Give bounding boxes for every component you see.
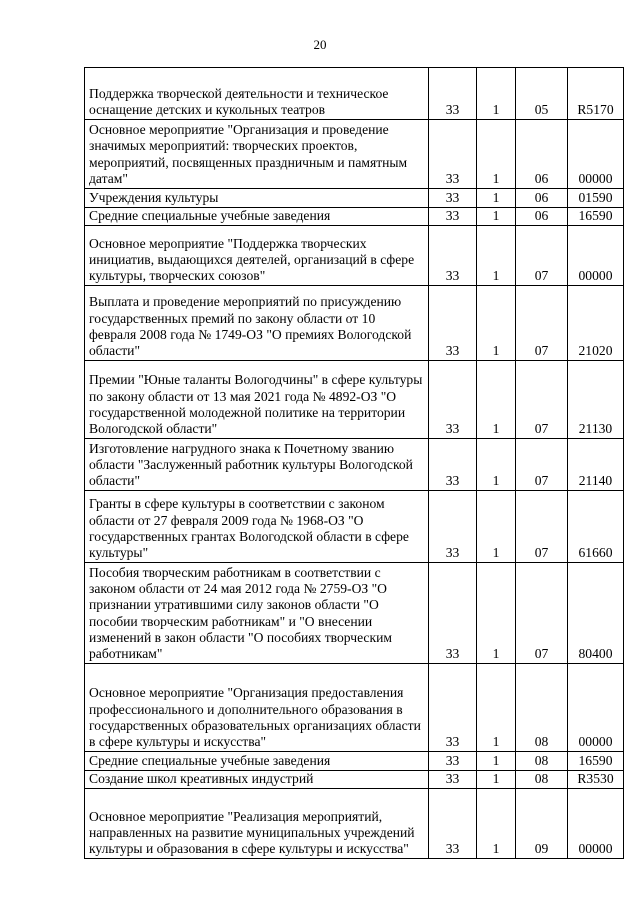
table-row (85, 120, 624, 189)
activity-code-cell: 08 (516, 664, 568, 752)
activity-code-cell: 07 (516, 286, 568, 361)
table-row (85, 752, 624, 771)
row-name-cell: Средние специальные учебные заведения (85, 208, 429, 226)
row-name-cell: Поддержка творческой деятельности и техническое оснащение детских и кукольных театров (85, 68, 429, 120)
activity-code-cell: 08 (516, 752, 568, 771)
direction-code-cell: 16590 (568, 752, 624, 771)
program-code-cell: 33 (429, 563, 477, 664)
activity-code-cell: 07 (516, 439, 568, 491)
direction-code-cell: R3530 (568, 771, 624, 789)
row-name-cell: Создание школ креативных индустрий (85, 771, 429, 789)
row-name-cell: Премии "Юные таланты Вологодчины" в сфере культуры по закону области от 13 мая 2021 года № 4892-ОЗ "О государственной молодежной политике на территории Вологодской области" (85, 361, 429, 439)
subprogram-code-cell: 1 (477, 752, 516, 771)
program-code-cell: 33 (429, 120, 477, 189)
program-code-cell: 33 (429, 361, 477, 439)
row-name-cell: Изготовление нагрудного знака к Почетному званию области "Заслуженный работник культуры Вологодской области" (85, 439, 429, 491)
program-code-cell: 33 (429, 68, 477, 120)
direction-code-cell: 16590 (568, 208, 624, 226)
subprogram-code-cell: 1 (477, 439, 516, 491)
activity-code-cell: 06 (516, 208, 568, 226)
direction-code-cell: 21020 (568, 286, 624, 361)
subprogram-code-cell: 1 (477, 120, 516, 189)
subprogram-code-cell: 1 (477, 771, 516, 789)
table-row (85, 789, 624, 859)
subprogram-code-cell: 1 (477, 226, 516, 286)
row-name-cell: Средние специальные учебные заведения (85, 752, 429, 771)
direction-code-cell: 21130 (568, 361, 624, 439)
activity-code-cell: 07 (516, 563, 568, 664)
activity-code-cell: 07 (516, 226, 568, 286)
direction-code-cell: 21140 (568, 439, 624, 491)
subprogram-code-cell: 1 (477, 68, 516, 120)
table-body (85, 68, 624, 859)
row-name-cell: Основное мероприятие "Организация предоставления профессионального и дополнительного образования в государственных образовательных организациях области в сфере культуры и искусства" (85, 664, 429, 752)
activity-code-cell: 09 (516, 789, 568, 859)
program-code-cell: 33 (429, 189, 477, 208)
activity-code-cell: 06 (516, 120, 568, 189)
row-name-cell: Выплата и проведение мероприятий по присуждению государственных премий по закону области от 10 февраля 2008 года № 1749-ОЗ "О премиях Вологодской области" (85, 286, 429, 361)
row-name-cell: Основное мероприятие "Поддержка творческих инициатив, выдающихся деятелей, организаций в сфере культуры, творческих союзов" (85, 226, 429, 286)
direction-code-cell: 00000 (568, 664, 624, 752)
program-code-cell: 33 (429, 208, 477, 226)
direction-code-cell: 00000 (568, 226, 624, 286)
direction-code-cell: 01590 (568, 189, 624, 208)
table-row (85, 491, 624, 563)
table-row (85, 771, 624, 789)
subprogram-code-cell: 1 (477, 491, 516, 563)
table-row (85, 664, 624, 752)
direction-code-cell: 00000 (568, 120, 624, 189)
activity-code-cell: 07 (516, 361, 568, 439)
subprogram-code-cell: 1 (477, 361, 516, 439)
program-code-cell: 33 (429, 789, 477, 859)
page-number: 20 (313, 37, 327, 52)
row-name-cell: Учреждения культуры (85, 189, 429, 208)
row-name-cell: Гранты в сфере культуры в соответствии с законом области от 27 февраля 2009 года № 1968-ОЗ "О государственных грантах Вологодской области в сфере культуры" (85, 491, 429, 563)
activity-code-cell: 05 (516, 68, 568, 120)
subprogram-code-cell: 1 (477, 286, 516, 361)
table-row (85, 563, 624, 664)
row-name-cell: Основное мероприятие "Организация и проведение значимых мероприятий: творческих проектов, мероприятий, посвященных праздничным и памятным датам" (85, 120, 429, 189)
table-row (85, 208, 624, 226)
table-row (85, 68, 624, 120)
program-code-cell: 33 (429, 491, 477, 563)
program-code-cell: 33 (429, 664, 477, 752)
subprogram-code-cell: 1 (477, 563, 516, 664)
program-code-cell: 33 (429, 286, 477, 361)
row-name-cell: Пособия творческим работникам в соответствии с законом области от 24 мая 2012 года № 2759-ОЗ "О признании утратившими силу законов области "О пособии творческим работникам" и "О внесении изменений в закон области "О пособиях творческим работникам" (85, 563, 429, 664)
program-code-cell: 33 (429, 752, 477, 771)
subprogram-code-cell: 1 (477, 664, 516, 752)
row-name-cell: Основное мероприятие "Реализация мероприятий, направленных на развитие муниципальных учреждений культуры и образования в сфере культуры и искусства" (85, 789, 429, 859)
subprogram-code-cell: 1 (477, 789, 516, 859)
table-row (85, 286, 624, 361)
subprogram-code-cell: 1 (477, 208, 516, 226)
direction-code-cell: 00000 (568, 789, 624, 859)
subprogram-code-cell: 1 (477, 189, 516, 208)
table-row (85, 189, 624, 208)
direction-code-cell: 61660 (568, 491, 624, 563)
direction-code-cell: 80400 (568, 563, 624, 664)
table-row (85, 361, 624, 439)
table-row (85, 439, 624, 491)
direction-code-cell: R5170 (568, 68, 624, 120)
budget-classification-table (84, 67, 624, 859)
table-row (85, 226, 624, 286)
program-code-cell: 33 (429, 226, 477, 286)
activity-code-cell: 08 (516, 771, 568, 789)
activity-code-cell: 06 (516, 189, 568, 208)
program-code-cell: 33 (429, 771, 477, 789)
program-code-cell: 33 (429, 439, 477, 491)
activity-code-cell: 07 (516, 491, 568, 563)
